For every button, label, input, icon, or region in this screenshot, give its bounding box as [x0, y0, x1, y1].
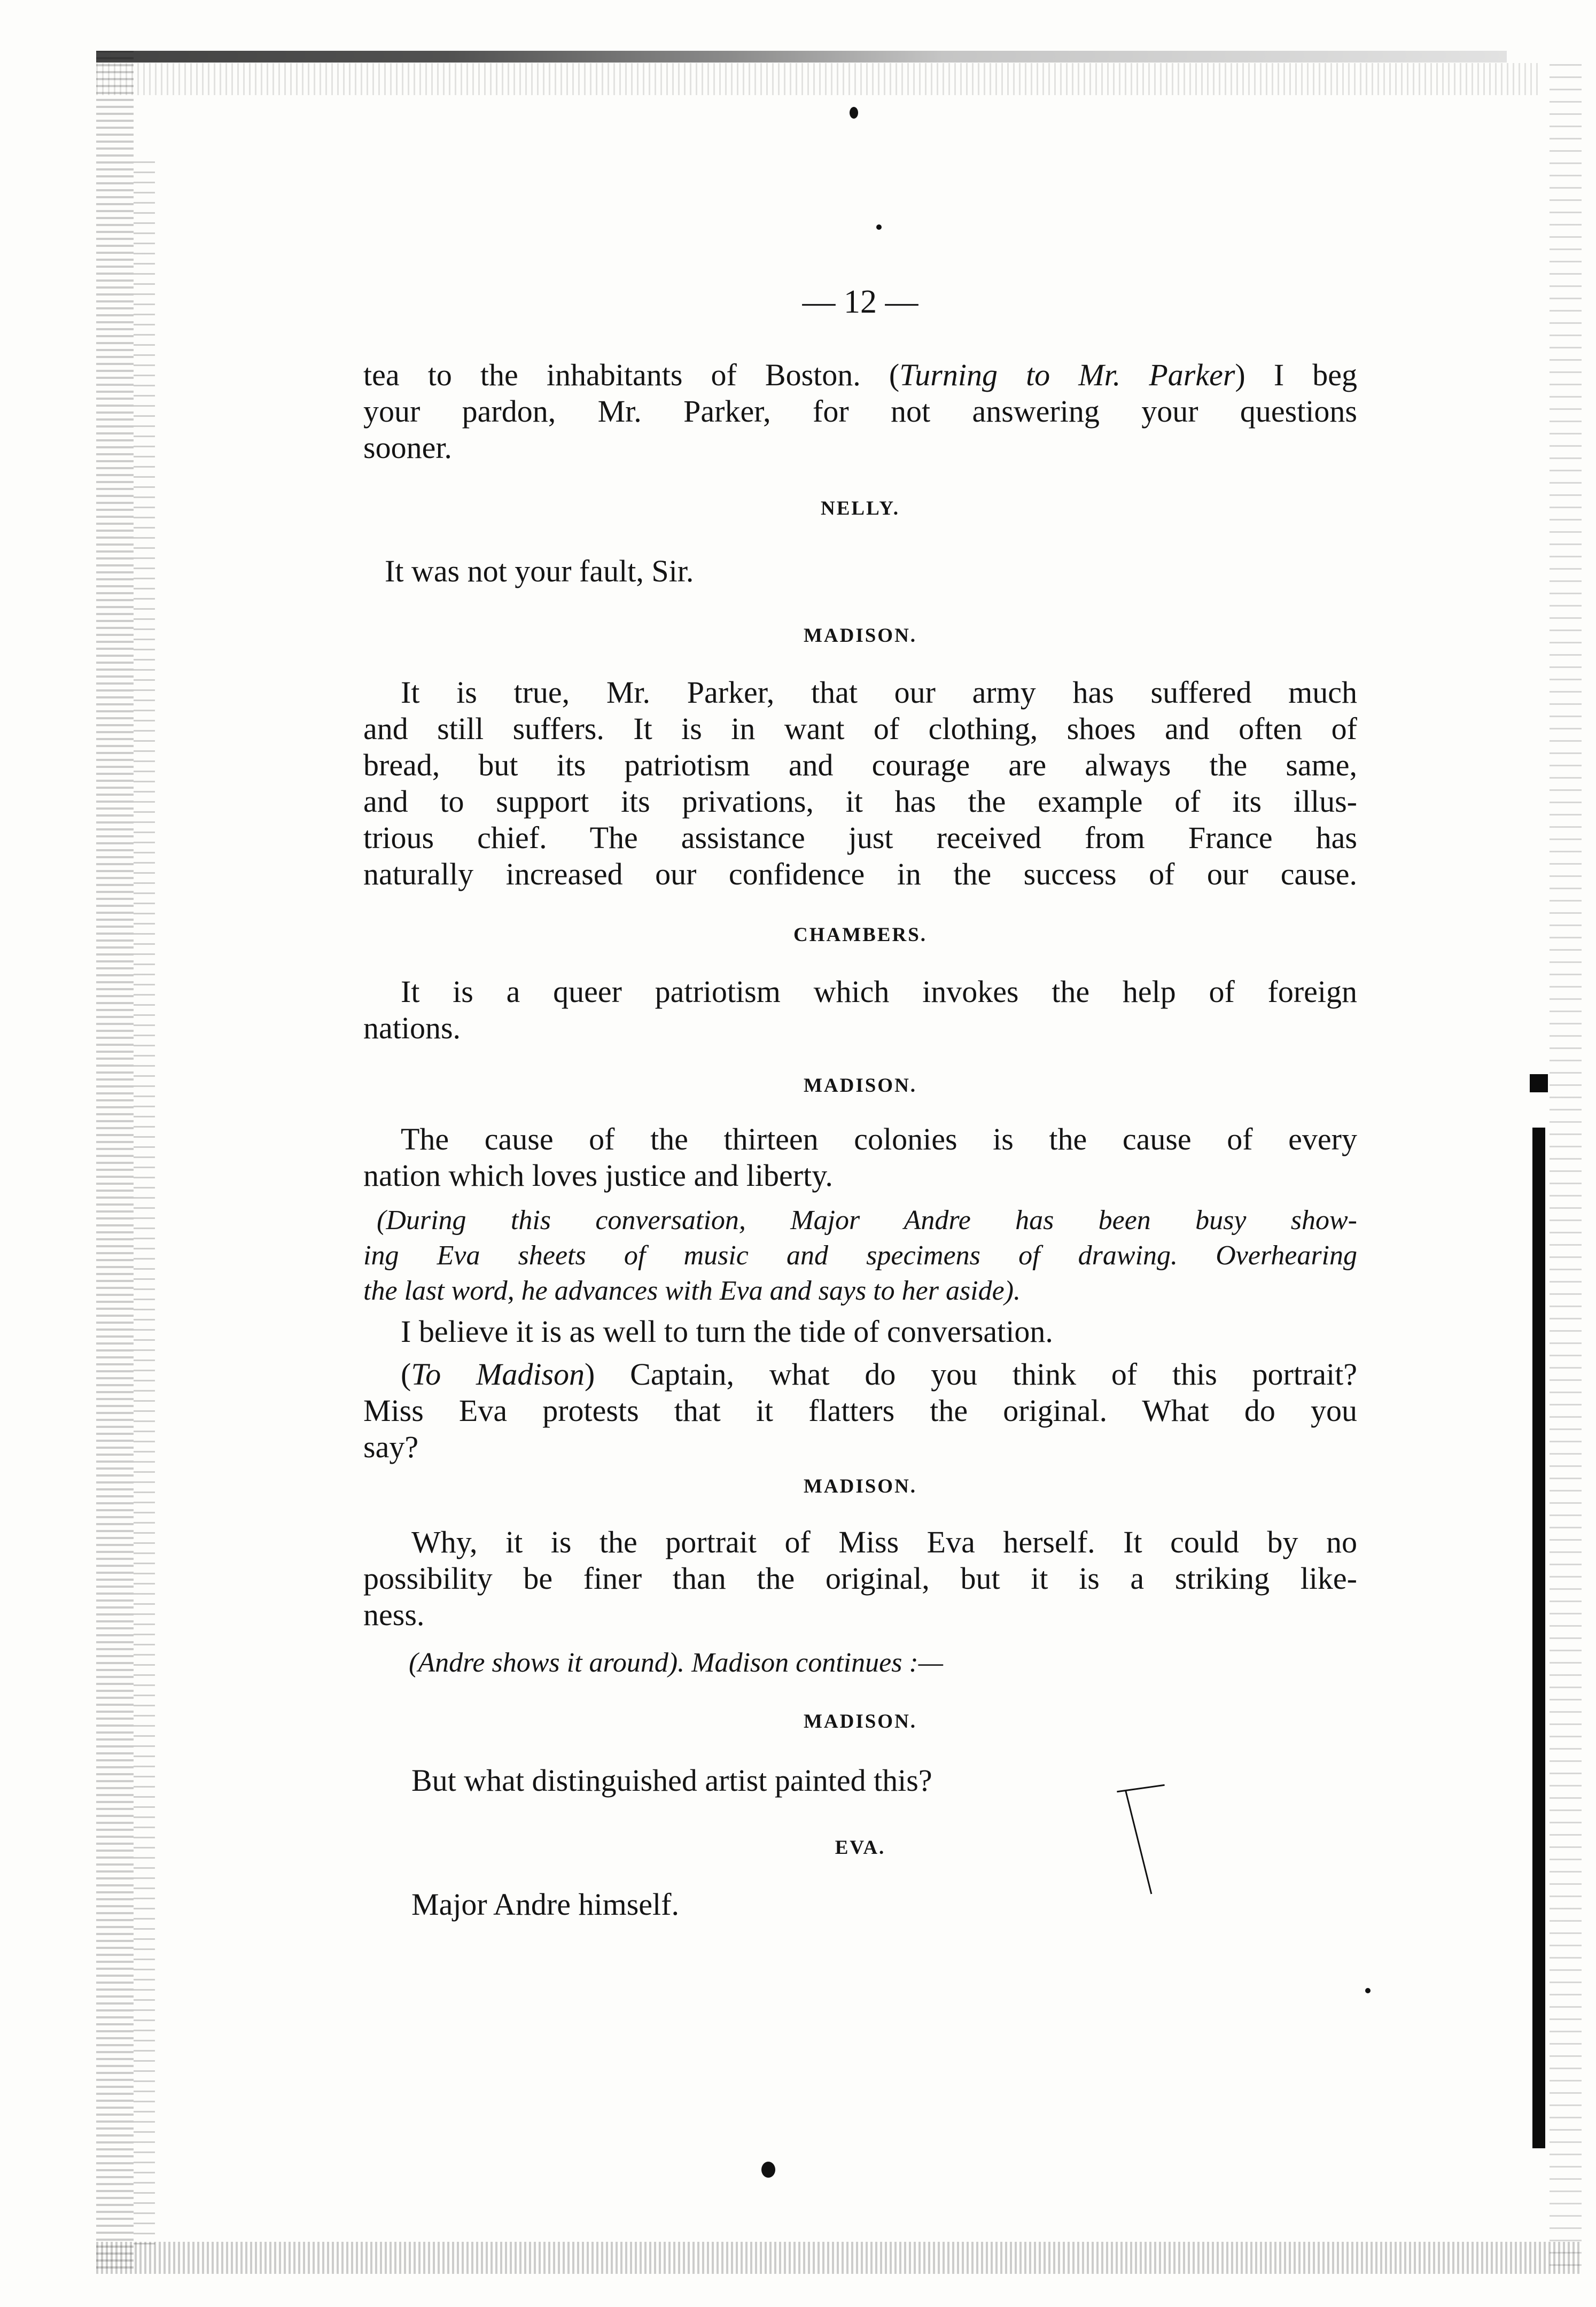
text-line: your pardon, Mr. Parker, for not answering your questions — [363, 394, 1357, 429]
text-line: But what distinguished artist painted this? — [411, 1763, 932, 1798]
scan-edge-bottom — [96, 2242, 1582, 2274]
text-line: I believe it is as well to turn the tide of conversation. — [401, 1314, 1053, 1349]
stage-direction-line: ing Eva sheets of music and specimens of drawing. Overhearing — [363, 1240, 1357, 1271]
stage-direction-line: (Andre shows it around). Madison continues :— — [409, 1648, 943, 1678]
text-line: sooner. — [363, 430, 452, 465]
text-line: say? — [363, 1430, 419, 1464]
text-line: and to support its privations, it has the example of its illus- — [363, 784, 1357, 819]
text-line: It is true, Mr. Parker, that our army has suffered much — [401, 675, 1357, 710]
ink-spot — [876, 224, 882, 230]
text-line: tea to the inhabitants of Boston. (Turning to Mr. Parker) I beg — [363, 358, 1357, 392]
text-line: nations. — [363, 1011, 461, 1045]
stage-direction-line: (During this conversation, Major Andre has been busy show- — [377, 1205, 1357, 1236]
speaker-name: MADISON. — [803, 1475, 917, 1497]
text-line: bread, but its patriotism and courage are always the same, — [363, 748, 1357, 782]
text-line: ness. — [363, 1597, 425, 1632]
speaker-name: CHAMBERS. — [793, 924, 928, 946]
text-line: trious chief. The assistance just received from France has — [363, 820, 1357, 855]
stage-direction-line: the last word, he advances with Eva and says to her aside). — [363, 1276, 1021, 1306]
scan-noise-left — [134, 160, 155, 2244]
scan-mark-bar — [1532, 1128, 1545, 2148]
scan-noise-top — [96, 63, 1539, 95]
text-line: Why, it is the portrait of Miss Eva herself. It could by no — [411, 1525, 1357, 1559]
scan-edge-left — [96, 51, 134, 2269]
ink-spot — [1365, 1988, 1371, 1993]
speaker-name: MADISON. — [803, 625, 917, 647]
text-line: It was not your fault, Sir. — [385, 554, 694, 588]
scan-mark-square — [1530, 1074, 1548, 1092]
text-line: (To Madison) Captain, what do you think of this portrait? — [401, 1357, 1357, 1392]
text-line: The cause of the thirteen colonies is the cause of every — [401, 1122, 1357, 1156]
text-line: nation which loves justice and liberty. — [363, 1158, 833, 1193]
ink-spot — [761, 2162, 775, 2178]
text-line: naturally increased our confidence in the success of our cause. — [363, 857, 1357, 891]
text-line: Miss Eva protests that it flatters the original. What do you — [363, 1393, 1357, 1428]
text-line: possibility be finer than the original, but it is a striking like- — [363, 1561, 1357, 1596]
text-line: Major Andre himself. — [411, 1887, 679, 1922]
text-line: and still suffers. It is in want of clothing, shoes and often of — [363, 711, 1357, 746]
scan-edge-top — [96, 51, 1507, 63]
speaker-name: MADISON. — [803, 1711, 917, 1733]
page-number: — 12 — — [802, 284, 918, 320]
speaker-name: MADISON. — [803, 1075, 917, 1097]
speaker-name: NELLY. — [821, 498, 900, 519]
ink-spot — [850, 107, 858, 119]
text-line: It is a queer patriotism which invokes the help of foreign — [401, 974, 1357, 1009]
scan-noise-right — [1550, 64, 1582, 2266]
speaker-name: EVA. — [835, 1837, 886, 1859]
